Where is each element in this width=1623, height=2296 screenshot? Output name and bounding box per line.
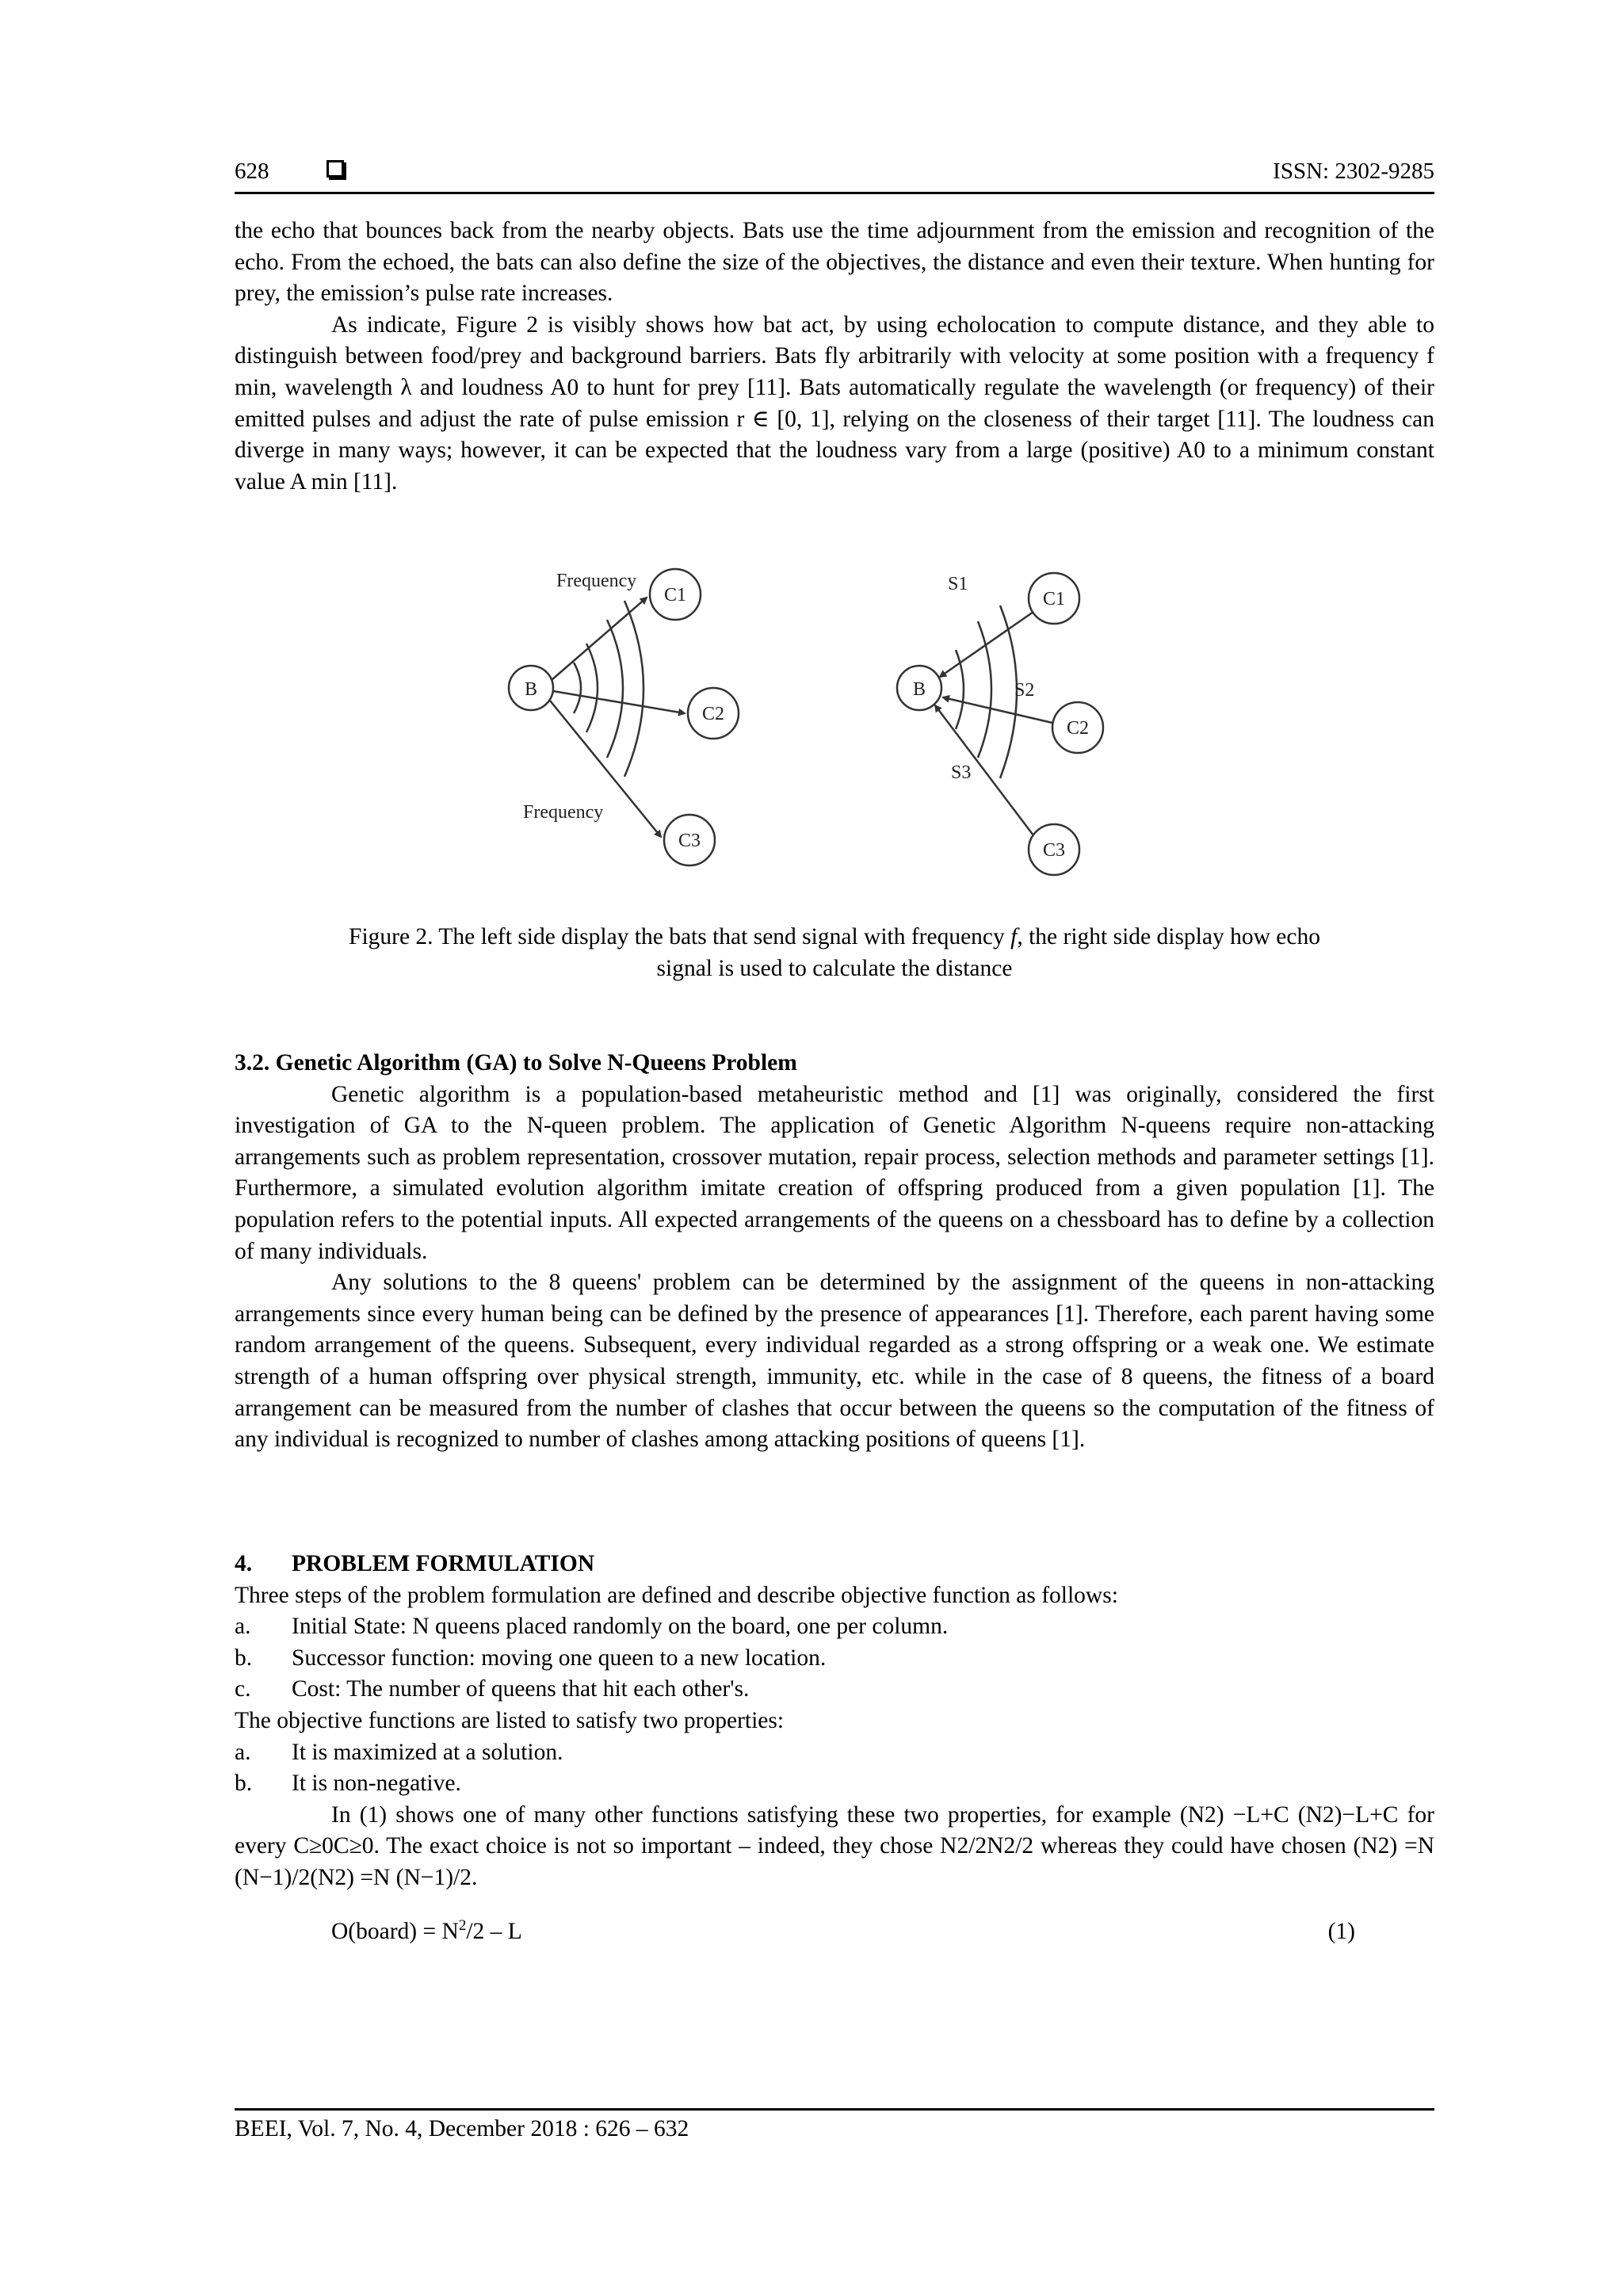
frequency-label-top: Frequency [556, 571, 637, 591]
caption-line-2: signal is used to calculate the distance [656, 956, 1013, 981]
c1-label-right: C1 [1043, 589, 1066, 609]
properties-intro: The objective functions are listed to satisfy two properties: [235, 1707, 785, 1733]
section-4-number: 4. [235, 1551, 253, 1576]
equation-text: O(board) = $N^2/2$ – L [331, 1916, 522, 1944]
section-4-paragraph: In (1) shows one of many other functions satisfying these two properties, for example (N2) −L+C (N2)−L+C for every C≥0C≥0. The exact choice is not so important – indeed, they chose N2/2N2/2 whereas they could have chosen (N2) =N (N−1)/2(N2) =N (N−1)/2. [235, 1801, 1434, 1890]
bat-label-right: B [913, 679, 926, 700]
caption-text-b: , the right side display how echo [1017, 924, 1320, 949]
paragraph-bat-behaviour: As indicate, Figure 2 is visibly shows how bat act, by using echolocation to compute distance, and they able to distinguish between food/prey and background barriers. Bats fly arbitrarily with velocity at some position with a frequency f min, wavelength λ and loudness A0 to hunt for prey [11]. Bats automatically regulate the wavelength (or frequency) of their emitted pulses and adjust the rate of pulse emission r ∈ [0, 1], relying on the closeness of their target [11]. The loudness can diverge in many ways; however, it can be expected that the loudness vary from a large (positive) A0 to a minimum constant value A min [11]. [235, 311, 1434, 495]
s3-label: S3 [951, 762, 972, 783]
c2-label-left: C2 [702, 704, 725, 724]
paragraph-echo: the echo that bounces back from the nearby objects. Bats use the time adjournment from the emission and recognition of the echo. From the echoed, the bats can also define the size of the objectives, the distance and even their texture. When hunting for prey, the emission’s pulse rate increases. [235, 218, 1434, 307]
page-footer: BEEI, Vol. 7, No. 4, December 2018 : 626 – 632 [235, 2116, 689, 2141]
c2-label-right: C2 [1067, 718, 1090, 739]
equation-number: (1) [1327, 1918, 1355, 1944]
c3-label-right: C3 [1043, 840, 1066, 861]
list-item: b. Successor function: moving one queen to a new location. [235, 1645, 827, 1671]
checkbox-square-icon [327, 160, 344, 178]
section-4-heading [235, 1549, 1434, 1580]
list-item: a. It is maximized at a solution. [235, 1739, 563, 1765]
list-item: a. Initial State: N queens placed randomly on the board, one per column. [235, 1614, 949, 1640]
header-rule [235, 192, 1434, 194]
caption-italic-f: f [1010, 924, 1018, 949]
frequency-label-bottom: Frequency [523, 802, 604, 823]
section-3-2-paragraph-2: Any solutions to the 8 queens' problem can be determined by the assignment of the queens in non-attacking arrangements since every human being can be defined by the presence of appearances [1]. Therefore, each parent having some random arrangement of the queens. Subsequent, every individual regarded as a strong offspring or a weak one. We estimate strength of a human offspring over physical strength, immunity, etc. while in the case of 8 queens, the fitness of a board arrangement can be measured from the number of clashes that occur between the queens so the computation of the fitness of any individual is recognized to number of clashes among attacking positions of queens [1]. [235, 1270, 1434, 1453]
intro-section [235, 216, 1434, 498]
c3-label-left: C3 [678, 831, 701, 851]
section-4 [235, 1549, 1434, 1951]
section-3-2-paragraph-1: Genetic algorithm is a population-based metaheuristic method and [1] was originally, considered the first investigation of GA to the N-queen problem. The application of Genetic Algorithm N-queens require non-attacking arrangements such as problem representation, crossover mutation, repair process, selection methods and parameter settings [1]. Furthermore, a simulated evolution algorithm imitate creation of offspring produced from a given population [1]. The population refers to the potential inputs. All expected arrangements of the queens on a chessboard has to define by a collection of many individuals. [235, 1081, 1434, 1264]
page-number: 628 [235, 159, 269, 184]
section-4-title: PROBLEM FORMULATION [292, 1551, 595, 1576]
figure-2-caption [235, 921, 1434, 984]
caption-text-a: Figure 2. The left side display the bats that send signal with frequency [349, 924, 1011, 949]
list-item: b. It is non-negative. [235, 1771, 461, 1797]
issn-label: ISSN: 2302-9285 [1273, 159, 1434, 184]
footer-rule [235, 2108, 1434, 2111]
section-3-2-heading: 3.2. Genetic Algorithm (GA) to Solve N-Queens Problem [235, 1050, 797, 1075]
s1-label: S1 [948, 574, 968, 594]
figure-2 [507, 555, 1149, 919]
equation-1 [235, 1916, 1434, 1951]
list-item: c. Cost: The number of queens that hit each other's. [235, 1676, 750, 1702]
s2-label: S2 [1014, 680, 1035, 701]
bat-label-left: B [525, 679, 538, 700]
section-4-intro: Three steps of the problem formulation are defined and describe objective function as follows: [235, 1582, 1118, 1608]
c1-label-left: C1 [664, 585, 687, 606]
echolocation-diagram [507, 555, 1149, 919]
section-3-2 [235, 1048, 1434, 1456]
